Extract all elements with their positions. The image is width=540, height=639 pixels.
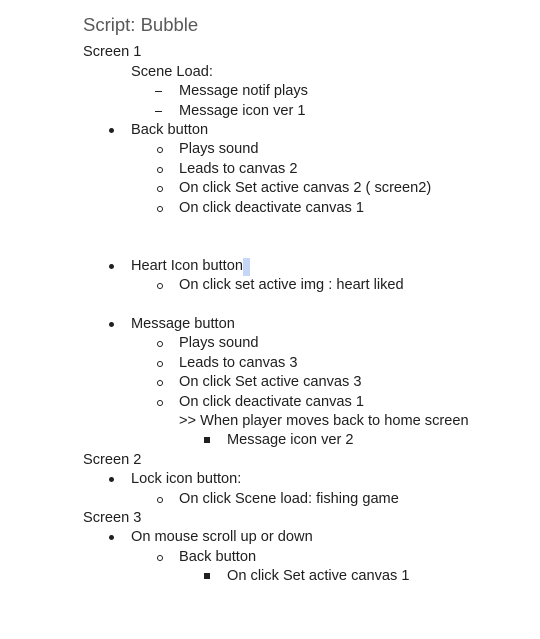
list-item: On click deactivate canvas 1 [179,394,364,410]
list-item: Message icon ver 2 [227,432,354,448]
list-item: On click Scene load: fishing game [179,491,399,507]
heart-button-label: Heart Icon button [131,258,243,274]
circle-bullet [157,555,163,561]
text-cursor-highlight [243,258,250,276]
list-item: Plays sound [179,335,259,351]
screen2-heading: Screen 2 [83,452,142,468]
disc-bullet [109,128,114,133]
list-item: Message notif plays [179,83,308,99]
circle-bullet [157,147,163,153]
list-item: Plays sound [179,141,259,157]
circle-bullet [157,186,163,192]
message-button-label: Message button [131,316,235,332]
list-item: On click Set active canvas 2 ( screen2) [179,180,432,196]
circle-bullet [157,361,163,367]
circle-bullet [157,206,163,212]
circle-bullet [157,400,163,406]
square-bullet [204,437,210,443]
screen3-heading: Screen 3 [83,510,142,526]
disc-bullet [109,477,114,482]
circle-bullet [157,167,163,173]
list-item: Message icon ver 1 [179,103,306,119]
list-item: On click Set active canvas 1 [227,568,410,584]
list-item: On click set active img : heart liked [179,277,404,293]
list-item: On click deactivate canvas 1 [179,200,364,216]
document-title: Script: Bubble [83,14,199,35]
circle-bullet [157,341,163,347]
disc-bullet [109,535,114,540]
list-item: Back button [179,549,257,565]
list-item: Leads to canvas 3 [179,355,298,371]
disc-bullet [109,264,114,269]
disc-bullet [109,322,114,327]
note-line: >> When player moves back to home screen [179,413,469,429]
dash-bullet [155,111,162,112]
back-button-label: Back button [131,122,209,138]
circle-bullet [157,283,163,289]
list-item: Leads to canvas 2 [179,161,298,177]
circle-bullet [157,380,163,386]
square-bullet [204,573,210,579]
screen1-heading: Screen 1 [83,44,142,60]
list-item: On click Set active canvas 3 [179,374,362,390]
scroll-label: On mouse scroll up or down [131,529,313,545]
scene-load-label: Scene Load: [131,64,213,80]
dash-bullet [155,91,162,92]
circle-bullet [157,497,163,503]
lock-button-label: Lock icon button: [131,471,242,487]
